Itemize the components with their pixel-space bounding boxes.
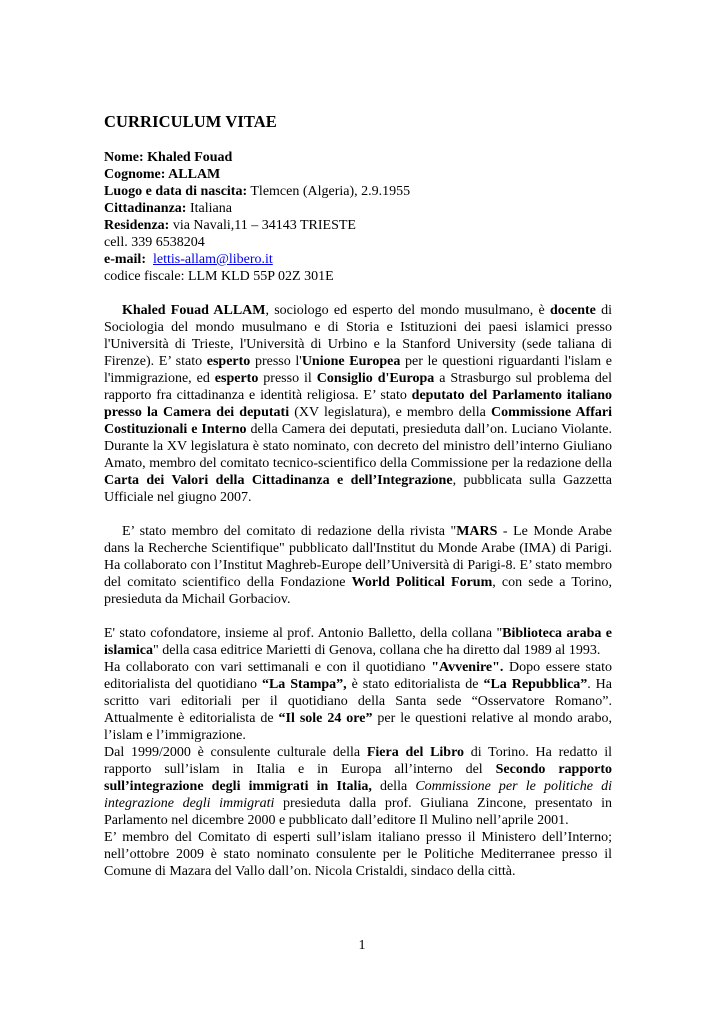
nascita-label: Luogo e data di nascita: — [104, 184, 248, 199]
text-span: Dal 1999/2000 è consulente culturale della — [104, 745, 367, 760]
text-span: della Camera dei deputati, presieduta dall’on. Luciano Violante. Durante la XV legislatura è stato nominato, con decreto del ministro dell’interno Giuliano Amato, membro del comitato tecnico-scientifico della Commissione per la redazione della — [104, 422, 613, 471]
cognome-text: Cognome: ALLAM — [104, 167, 221, 182]
text-span: presso l' — [250, 354, 302, 369]
bold-span: World Political Forum — [351, 575, 493, 590]
text-span: di Torino. Ha redatto il rapporto sull’islam in Italia e in Europa all’interno del — [104, 745, 612, 777]
text-span: , pubblicata sulla Gazzetta Ufficiale nel giugno 2007. — [104, 473, 613, 505]
bold-span: “La Stampa”, — [261, 677, 347, 692]
text-span: " della casa editrice Marietti di Genova, collana che ha diretto dal 1989 al 1993. — [153, 643, 601, 658]
identity-block — [104, 149, 612, 285]
text-span: Dopo essere stato editorialista del quotidiano — [104, 660, 612, 692]
residenza-value: via Navali,11 – 34143 TRIESTE — [169, 218, 356, 233]
bold-span: Unione Europea — [301, 354, 401, 369]
text-span: - Le Monde Arabe dans la Recherche Scientifique" pubblicato dall'Institut du Monde Arabe (IMA) di Parigi. Ha collaborato con l’Institut Maghreb-Europe dell’Università di Parigi-8. E’ stato membro del comitato scientifico della Fondazione — [104, 524, 612, 590]
nome-line — [104, 149, 612, 166]
document-title: CURRICULUM VITAE — [104, 112, 277, 131]
text-span: E’ stato membro del comitato di redazione della rivista " — [122, 524, 457, 539]
page-number: 1 — [358, 938, 366, 953]
residenza-line — [104, 217, 612, 234]
paragraph-editorialista — [104, 659, 612, 744]
bold-span: docente — [550, 303, 596, 318]
text-span: presieduta dalla prof. Giuliana Zincone, presentato in Parlamento nel dicembre 2000 e pubblicato dall’editore Il Mulino nell’aprile 2001. — [104, 796, 612, 828]
paragraph-bio — [104, 302, 612, 506]
bold-span: Commissione Affari Costituzionali e Interno — [104, 405, 612, 437]
bold-span: Carta dei Valori della Cittadinanza e dell’Integrazione — [104, 473, 453, 488]
bold-span: Consiglio d'Europa — [316, 371, 435, 386]
text-span: della — [371, 779, 416, 794]
paragraph-fiera — [104, 744, 612, 829]
text-span: per le questioni relative al mondo arabo, l’islam e l’immigrazione. — [104, 711, 612, 743]
bold-span: Biblioteca araba e islamica — [104, 626, 612, 658]
paragraph-comitato: E’ membro del Comitato di esperti sull’islam italiano presso il Ministero dell’Interno; nell’ottobre 2009 è stato nominato consulente per le Politiche Mediterranee presso il Comune di Mazara del Vallo dall’on. Nicola Cristaldi, sindaco della città. — [104, 830, 612, 879]
bold-name: Khaled Fouad ALLAM — [122, 303, 266, 318]
text-span: per le questioni riguardanti l'islam e l'immigrazione, ed — [104, 354, 612, 386]
text-span: (XV legislatura), e membro della — [289, 405, 491, 420]
cittadinanza-label: Cittadinanza: — [104, 201, 187, 216]
bold-span: "Avvenire". — [431, 660, 504, 675]
cognome-line — [104, 166, 612, 183]
text-span: a Strasburgo sul problema del rapporto fra cittadinanza e identità religiosa. E’ stato — [104, 371, 612, 403]
bold-span: esperto — [206, 354, 251, 369]
email-link[interactable]: lettis-allam@libero.it — [152, 252, 273, 267]
nascita-value: Tlemcen (Algeria), 2.9.1955 — [247, 184, 411, 199]
bold-span: MARS — [456, 524, 498, 539]
email-line — [104, 251, 612, 268]
text-span: presso il — [258, 371, 317, 386]
bold-span: “La Repubblica” — [483, 677, 588, 692]
bold-span: “Il sole 24 ore” — [278, 711, 373, 726]
text-span: di Sociologia del mondo musulmano e di Storia e Istituzioni dei paesi islamici presso l'Università di Trieste, l'Università di Urbino e la Stanford University (sede taliana di Firenze). E’ stato — [104, 303, 613, 369]
text-span: E' stato cofondatore, insieme al prof. Antonio Balletto, della collana " — [104, 626, 503, 641]
cittadinanza-line — [104, 200, 612, 217]
bold-span: esperto — [214, 371, 259, 386]
residenza-label: Residenza: — [104, 218, 170, 233]
text-span: , con sede a Torino, presieduta da Michail Gorbaciov. — [104, 575, 612, 607]
codice-fiscale-line: codice fiscale: LLM KLD 55P 02Z 301E — [104, 269, 334, 284]
cittadinanza-value: Italiana — [186, 201, 232, 216]
text-span: . Ha scritto vari editoriali per il quotidiano della Santa sede “Osservatore Romano”. Attualmente è editorialista de — [104, 677, 613, 726]
paragraph-cofondatore — [104, 625, 612, 659]
nascita-line — [104, 183, 612, 200]
email-label: e-mail: — [104, 252, 146, 267]
text-span: Ha collaborato con vari settimanali e con il quotidiano — [104, 660, 432, 675]
cell-line: cell. 339 6538204 — [104, 235, 205, 250]
text-span: è stato editorialista de — [346, 677, 484, 692]
document-page — [104, 112, 612, 880]
bold-span: Secondo rapporto sull’integrazione degli immigrati in Italia, — [104, 762, 612, 794]
italic-span: Commissione per le politiche di integrazione degli immigrati — [104, 779, 612, 811]
bold-span: deputato del Parlamento italiano presso la Camera dei deputati — [104, 388, 612, 420]
bold-span: Fiera del Libro — [366, 745, 465, 760]
paragraph-mars — [104, 523, 612, 608]
nome-text: Nome: Khaled Fouad — [104, 150, 233, 165]
text-span: , sociologo ed esperto del mondo musulmano, è — [265, 303, 550, 318]
